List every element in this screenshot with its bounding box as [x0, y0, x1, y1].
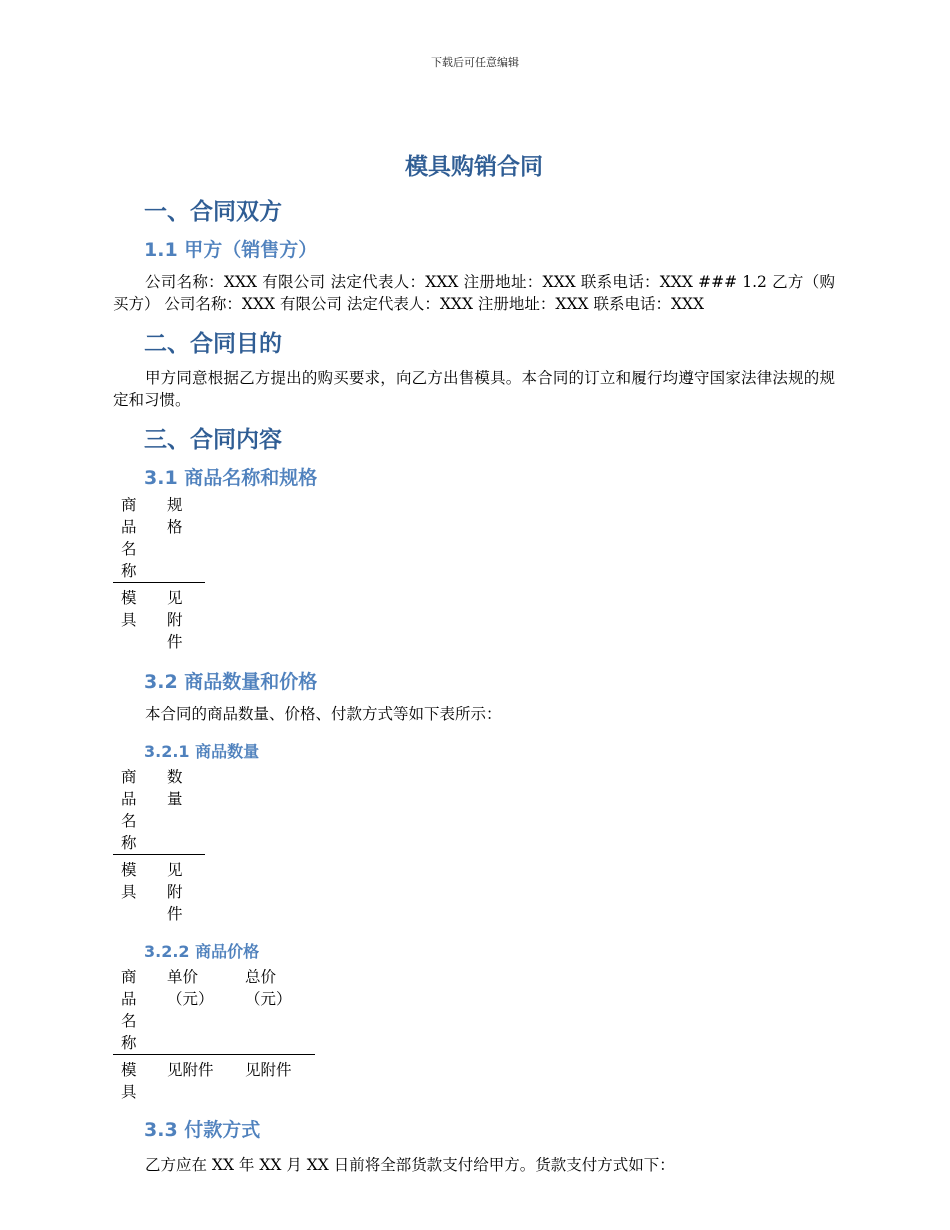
subheading-payment: 3.3 付款方式 [144, 1119, 261, 1141]
table-header-row [113, 966, 315, 1055]
table-cell: 见附件 [167, 861, 183, 923]
table-header-cell: 商品名称 [113, 494, 159, 583]
table-cell: 见附件 [245, 1061, 292, 1079]
parties-paragraph: 公司名称：XXX 有限公司 法定代表人：XXX 注册地址：XXX 联系电话：XXX ### 1.2 乙方（购买方） 公司名称：XXX 有限公司 法定代表人：XXX 注册地址：XXX 联系电话：XXX [113, 273, 835, 313]
table-header-row [113, 766, 205, 855]
table-header-cell: 商品名称 [113, 966, 159, 1055]
payment-paragraph: 乙方应在 XX 年 XX 月 XX 日前将全部货款支付给甲方。货款支付方式如下： [145, 1156, 675, 1174]
document-title: 模具购销合同 [405, 154, 543, 180]
spec-table [113, 494, 205, 653]
subheading-quantity-price: 3.2 商品数量和价格 [144, 671, 318, 693]
table-row [113, 1055, 315, 1104]
section-heading-parties: 一、合同双方 [144, 199, 282, 225]
subheading-party-a: 1.1 甲方（销售方） [144, 239, 318, 261]
purpose-paragraph: 甲方同意根据乙方提出的购买要求，向乙方出售模具。本合同的订立和履行均遵守国家法律法规的规定和习惯。 [113, 369, 835, 409]
table-header-cell: 商品名称 [113, 766, 159, 855]
table-header-cell: 数量 [159, 766, 205, 855]
price-table [113, 966, 315, 1103]
page-header: 下载后可任意编辑 [431, 56, 519, 69]
subsubheading-price: 3.2.2 商品价格 [144, 942, 260, 961]
document-body [113, 148, 835, 1186]
table-header-cell: 规格 [159, 494, 205, 583]
table-header-cell: 单价（元） [159, 966, 237, 1055]
section-heading-content: 三、合同内容 [144, 427, 282, 453]
quantity-price-paragraph: 本合同的商品数量、价格、付款方式等如下表所示： [145, 705, 502, 723]
table-row [113, 583, 205, 654]
table-row [113, 855, 205, 926]
table-cell: 模具 [121, 861, 137, 901]
table-cell: 模具 [121, 589, 137, 629]
table-cell: 见附件 [167, 1061, 214, 1079]
table-header-cell: 总价（元） [237, 966, 315, 1055]
subsubheading-quantity: 3.2.1 商品数量 [144, 742, 260, 761]
subheading-name-spec: 3.1 商品名称和规格 [144, 467, 318, 489]
table-header-row [113, 494, 205, 583]
table-cell: 模具 [121, 1061, 137, 1101]
table-cell: 见附件 [167, 589, 183, 651]
quantity-table [113, 766, 205, 925]
section-heading-purpose: 二、合同目的 [144, 331, 282, 357]
